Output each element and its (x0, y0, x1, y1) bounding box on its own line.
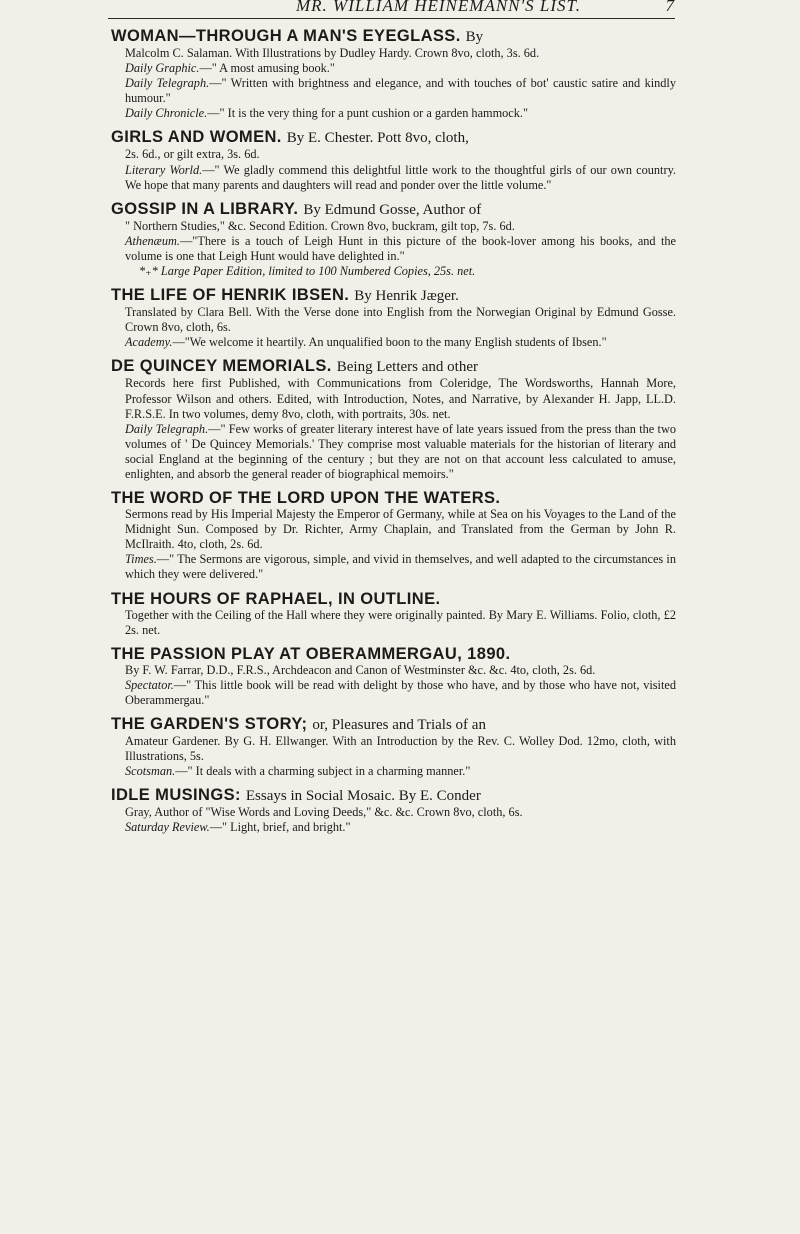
review-source: Daily Chronicle. (125, 106, 208, 121)
book-entry (111, 128, 676, 192)
review (111, 764, 676, 779)
book-title: GOSSIP IN A LIBRARY. (111, 199, 299, 218)
book-title: THE LIFE OF HENRIK IBSEN. (111, 286, 350, 305)
book-entry (111, 645, 676, 708)
book-title: IDLE MUSINGS: (111, 786, 241, 805)
book-byline: Essays in Social Mosaic. By E. Conder (245, 788, 481, 805)
book-byline: or, Pleasures and Trials of an (312, 717, 486, 733)
review-text: —"There is a touch of Leigh Hunt in this picture of the book-lover among his books, and the volume is one that Leigh Hunt would have delighted in." (125, 233, 676, 263)
review (111, 552, 676, 582)
review-text: —" Few works of greater literary interest have of late years issued from the press than the two volumes of ' De Quincey Memorials.' They comprise most valuable materials for the historian of literary and social England at the beginning of the century ; but they are not on that account less calculated to amuse, enlighten, and absorb the general reader of biographical memoirs." (125, 421, 676, 481)
book-details: Amateur Gardener. By G. H. Ellwanger. With an Introduction by the Rev. C. Wolley Dod. 12mo, cloth, with Illustrations, 5s. (125, 734, 676, 764)
book-byline: Being Letters and other (336, 359, 478, 376)
book-title: THE GARDEN'S STORY; (111, 715, 308, 733)
review-source: Literary World. (125, 162, 203, 177)
review-source: Daily Telegraph. (125, 76, 210, 91)
review (111, 820, 676, 835)
review-source: Scotsman. (125, 764, 176, 779)
book-details: Gray, Author of "Wise Words and Loving Deeds," &c. &c. Crown 8vo, cloth, 6s. (125, 805, 523, 820)
review (111, 335, 676, 350)
review (111, 678, 676, 708)
review (111, 163, 676, 193)
entries-list (111, 20, 676, 835)
review-source: Times. (125, 552, 157, 567)
book-entry (111, 27, 676, 121)
book-details: Records here first Published, with Communications from Coleridge, The Wordsworths, Hannah More, Professor Wilson and others. Edited, with Introduction, Notes, and Narrative, by Alexander H. Japp, LL.D. F.R.S.E. In two volumes, demy 8vo, cloth, with portraits, 30s. net. (125, 376, 676, 421)
review-text: —" A most amusing book." (199, 61, 335, 76)
review-text: —" This little book will be read with delight by those who have, and by those who have not, visited Oberammergau." (125, 677, 676, 707)
review (111, 106, 676, 121)
book-details: " Northern Studies," &c. Second Edition. Crown 8vo, buckram, gilt top, 7s. 6d. (125, 218, 515, 233)
review-text: —"We welcome it heartily. An unqualified boon to the many English students of Ibsen." (172, 335, 607, 350)
book-entry (111, 286, 676, 350)
book-details: Malcolm C. Salaman. With Illustrations by Dudley Hardy. Crown 8vo, cloth, 3s. 6d. (125, 46, 540, 60)
review-text: —" We gladly commend this delightful little work to the thoughtful girls of our own country. We hope that many parents and daughters will read and ponder over the little volume." (125, 162, 676, 192)
review (111, 76, 676, 106)
book-byline: By E. Chester. Pott 8vo, cloth, (286, 130, 469, 147)
review-source: Spectator. (125, 677, 174, 692)
review (111, 234, 676, 264)
book-entry (111, 357, 676, 482)
review-text: —" Light, brief, and bright." (209, 820, 351, 835)
book-title: THE PASSION PLAY AT OBERAMMERGAU, 1890. (111, 644, 511, 663)
review-source: Athenæum. (125, 233, 180, 248)
book-title: GIRLS AND WOMEN. (111, 128, 282, 147)
review-source: Daily Telegraph. (125, 421, 209, 436)
review-text: —" It deals with a charming subject in a charming manner." (175, 764, 471, 779)
book-title: DE QUINCEY MEMORIALS. (111, 357, 332, 376)
review-text: —" It is the very thing for a punt cushion or a garden hammock." (207, 106, 529, 121)
book-entry (111, 590, 676, 638)
book-details: Together with the Ceiling of the Hall where they were originally painted. By Mary E. Williams. Folio, cloth, £2 2s. net. (125, 607, 676, 637)
book-title: THE HOURS OF RAPHAEL, IN OUTLINE. (111, 589, 441, 608)
page-number: 7 (665, 0, 675, 15)
review (111, 61, 676, 76)
edition-note: *₊* Large Paper Edition, limited to 100 Numbered Copies, 25s. net. (139, 264, 476, 279)
book-entry (111, 200, 676, 279)
review-source: Saturday Review. (125, 820, 210, 835)
review-source: Academy. (125, 335, 173, 350)
review-text: —" Written with brightness and elegance, and with touches of bot' caustic satire and kindly humour." (125, 76, 677, 106)
book-title: THE WORD OF THE LORD UPON THE WATERS. (111, 489, 501, 508)
book-details: 2s. 6d., or gilt extra, 3s. 6d. (125, 147, 260, 162)
book-details: By F. W. Farrar, D.D., F.R.S., Archdeacon and Canon of Westminster &c. &c. 4to, cloth, 2s. 6d. (125, 662, 596, 677)
review-source: Daily Graphic. (125, 61, 200, 76)
book-byline: By (465, 29, 484, 45)
book-title: WOMAN—THROUGH A MAN'S EYEGLASS. (111, 27, 461, 45)
book-byline: By Edmund Gosse, Author of (303, 201, 482, 218)
running-head (108, 0, 675, 19)
book-entry (111, 715, 676, 779)
book-entry (111, 489, 676, 582)
review (111, 422, 676, 482)
review-text: —" The Sermons are vigorous, simple, and vivid in themselves, and well adapted to the circumstances in which they were delivered." (125, 552, 676, 582)
book-entry (111, 786, 676, 835)
running-head-title: MR. WILLIAM HEINEMANN'S LIST. (296, 0, 581, 15)
book-details: Sermons read by His Imperial Majesty the Emperor of Germany, while at Sea on his Voyages to the Land of the Midnight Sun. Composed by Dr. Richter, Army Chaplain, and Translated from the German by John R. McIlraith. 4to, cloth, 2s. 6d. (125, 507, 676, 552)
book-details: Translated by Clara Bell. With the Verse done into English from the Norwegian Original by Edmund Gosse. Crown 8vo, cloth, 6s. (125, 305, 676, 335)
book-byline: By Henrik Jæger. (354, 288, 459, 305)
